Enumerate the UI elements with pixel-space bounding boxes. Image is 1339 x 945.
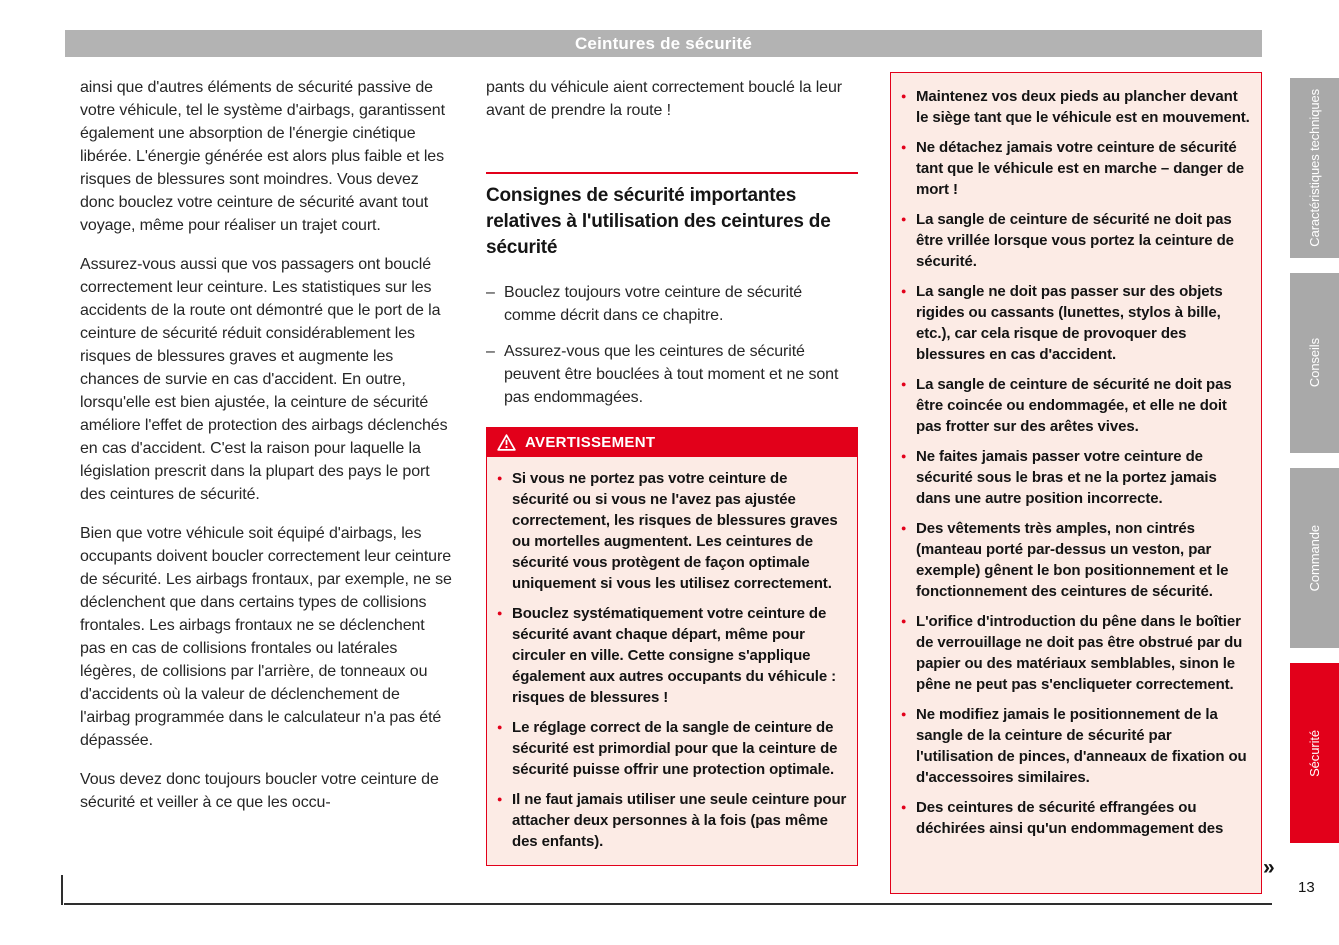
sidebar-tab-label: Conseils <box>1307 338 1322 388</box>
warning-item: ● Il ne faut jamais utiliser une seule ceinture pour attacher deux personnes à la fois (pas même des enfants). <box>497 789 847 852</box>
sidebar-tab-label: Sécurité <box>1307 729 1322 777</box>
warning-item: ● L'orifice d'introduction du pêne dans le boîtier de verrouillage ne doit pas être obstrué par du papier ou des matériaux semblables, sinon le pêne ne peut pas s'encliqueter correctement. <box>901 611 1251 695</box>
left-column <box>80 76 452 830</box>
body-paragraph: Assurez-vous aussi que vos passagers ont bouclé correctement leur ceinture. Les statistiques sur les accidents de la route ont démontré que le port de la ceinture de sécurité réduit considérablement les risques de blessures graves et augmente les chances de survie en cas d'accident. En outre, lorsqu'elle est bien ajustée, la ceinture de sécurité améliore l'effet de protection des airbags déclenchés en cas d'accident. C'est la raison pour laquelle la législation prescrit dans la plupart des pays le port des ceintures de sécurité. <box>80 256 448 503</box>
safety-instructions-list <box>486 281 858 409</box>
sidebar-tab-caracteristiques-techniques[interactable] <box>1290 78 1339 258</box>
body-paragraph: ainsi que d'autres éléments de sécurité passive de votre véhicule, tel le système d'airbags, garantissent également une absorption de l'énergie cinétique libérée. L'énergie générée est alors plus faible et les risques de blessures sont moindres. Vous devez donc bouclez votre ceinture de sécurité avant tout voyage, même pour réaliser un trajet court. <box>80 79 445 234</box>
warning-box-continued <box>890 72 1262 894</box>
warning-box-header <box>487 428 857 457</box>
warning-item: ● Ne détachez jamais votre ceinture de sécurité tant que le véhicule est en marche – danger de mort ! <box>901 137 1251 200</box>
warning-item: ● Des vêtements très amples, non cintrés (manteau porté par-dessus un veston, par exemple) gênent le bon positionnement et le fonctionnement des ceintures de sécurité. <box>901 518 1251 602</box>
page-edge-mark <box>61 875 63 905</box>
warning-box-body <box>487 457 857 865</box>
warning-item: ● Ne faites jamais passer votre ceinture de sécurité sous le bras et ne la portez jamais dans une autre position incorrecte. <box>901 446 1251 509</box>
body-paragraph: pants du véhicule aient correctement bouclé la leur avant de prendre la route ! <box>486 79 843 119</box>
warning-item: ● La sangle de ceinture de sécurité ne doit pas être coincée ou endommagée, et elle ne doit pas frotter sur des arêtes vives. <box>901 374 1251 437</box>
warning-item: ● Ne modifiez jamais le positionnement de la sangle de la ceinture de sécurité par l'utilisation de pinces, d'anneaux de fixation ou d'accessoires similaires. <box>901 704 1251 788</box>
sidebar-tab-label: Commande <box>1307 524 1322 592</box>
list-item: – Assurez-vous que les ceintures de sécurité peuvent être bouclées à tout moment et ne sont pas endommagées. <box>486 340 858 409</box>
page-title: Ceintures de sécurité <box>574 33 753 53</box>
warning-item: ● Des ceintures de sécurité effrangées ou déchirées ainsi qu'un endommagement des <box>901 797 1251 839</box>
warning-item: ● Si vous ne portez pas votre ceinture de sécurité ou si vous ne l'avez pas ajustée correctement, les risques de blessures graves ou mortelles augmentent. Les ceintures de sécurité vous protègent de façon optimale uniquement si vous les utilisez correctement. <box>497 468 847 594</box>
page-number: 13 <box>1298 879 1315 896</box>
middle-column <box>486 76 858 866</box>
warning-title: AVERTISSEMENT <box>525 434 656 451</box>
page-header <box>65 30 1262 57</box>
page-bottom-rule <box>64 903 1272 905</box>
warning-item: ● La sangle de ceinture de sécurité ne doit pas être vrillée lorsque vous portez la ceinture de sécurité. <box>901 209 1251 272</box>
sidebar-tab-label: Caractéristiques techniques <box>1307 89 1322 247</box>
warning-item: ● La sangle ne doit pas passer sur des objets rigides ou cassants (lunettes, stylos à bille, etc.), car cela risque de provoquer des blessures en cas d'accident. <box>901 281 1251 365</box>
body-paragraph: Bien que votre véhicule soit équipé d'airbags, les occupants doivent boucler correctement leur ceinture de sécurité. Les airbags frontaux, par exemple, ne se déclenchent que dans certains types de collisions frontales. Les airbags frontaux ne se déclenchent pas en cas de collisions frontales ou latérales légères, de collisions par l'arrière, de tonneaux ou d'accidents où la valeur de déclenchement de l'airbag programmée dans le calculateur n'a pas été dépassée. <box>80 525 452 749</box>
sidebar-tab-securite[interactable] <box>1290 663 1339 843</box>
warning-item: ● Maintenez vos deux pieds au plancher devant le siège tant que le véhicule est en mouvement. <box>901 86 1251 128</box>
body-paragraph: Vous devez donc toujours boucler votre ceinture de sécurité et veiller à ce que les occu- <box>80 771 439 811</box>
sidebar-tab-conseils[interactable] <box>1290 273 1339 453</box>
warning-box <box>486 427 858 866</box>
warning-item: ● Le réglage correct de la sangle de ceinture de sécurité est primordial pour que la ceinture de sécurité puisse offrir une protection optimale. <box>497 717 847 780</box>
continuation-marker: » <box>1263 856 1275 879</box>
list-item: – Bouclez toujours votre ceinture de sécurité comme décrit dans ce chapitre. <box>486 281 858 327</box>
sidebar-tabs <box>1290 78 1339 843</box>
sidebar-tab-commande[interactable] <box>1290 468 1339 648</box>
warning-item: ● Bouclez systématiquement votre ceinture de sécurité avant chaque départ, même pour circuler en ville. Cette consigne s'applique également aux autres occupants du véhicule : risques de blessures ! <box>497 603 847 708</box>
section-heading: Consignes de sécurité importantes relatives à l'utilisation des ceintures de sécurité <box>486 172 858 261</box>
warning-triangle-icon <box>497 434 516 451</box>
